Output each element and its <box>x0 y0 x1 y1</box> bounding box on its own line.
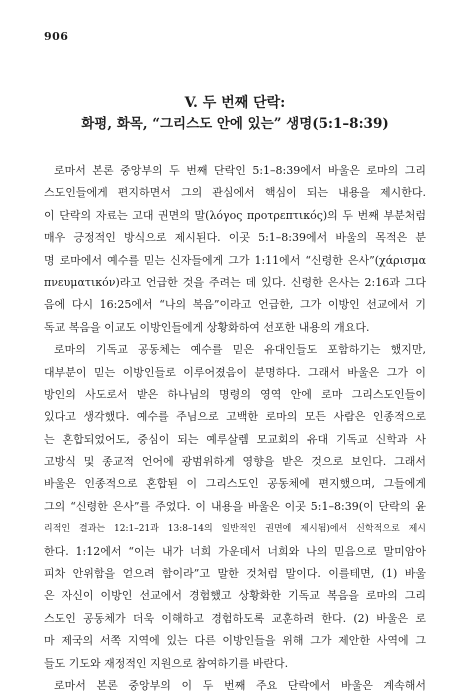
body-line: 는 혼합되었어도, 중심이 되는 예루살렘 모교회의 유대 기독교 신학과 사 <box>44 432 426 446</box>
section-heading: V. 두 번째 단락: <box>184 95 286 111</box>
body-line: 명 로마에서 예수를 믿는 신자들에게 그가 1:11에서 “신령한 은사”(χάρισμα <box>44 253 426 267</box>
body-line: 방인의 사도로서 받은 하나님의 명령의 영역 안에 로마 그리스도인들이 <box>44 387 426 401</box>
body-line: 마 제국의 서쪽 지역에 있는 다른 이방인들을 위해 그가 제안한 사역에 그 <box>44 634 426 648</box>
body-line: 스도인들에게 편지하면서 그의 관심에서 핵심이 되는 내용을 제시한다. <box>44 186 426 200</box>
body-line: 은 자신이 이방인 선교에서 경험했고 상황화한 기독교 복음을 로마의 그리 <box>44 589 426 603</box>
body-line: 그의 “신령한 은사”를 주었다. 이 내용을 바울은 이곳 5:1–8:39(이 단락의 윤 <box>44 499 426 513</box>
body-line: 이 단락의 자료는 고대 권면의 말(λόγος προτρεπτικός)의 두 번째 부분처럼 <box>44 208 426 222</box>
body-line: πνευματικόν)라고 언급한 것을 주려는 데 있다. 신령한 은사는 2:16과 그다 <box>44 275 426 289</box>
body-line: 리적인 결과는 12:1–21과 13:8–14의 일반적인 권면에 제시됨)에서 신학적으로 제시 <box>44 524 426 535</box>
section-subheading: 화평, 화목, “그리스도 안에 있는” 생명(5:1–8:39) <box>81 116 389 132</box>
body-line: 한다. 1:12에서 “이는 내가 너희 가운데서 너희와 나의 믿음으로 말미암아 <box>44 544 426 558</box>
body-line: 있다고 생각했다. 예수를 주님으로 고백한 로마의 모든 사람은 인종적으로 <box>44 410 426 424</box>
body-line: 들도 기도와 재정적인 지원으로 참여하기를 바란다. <box>44 656 289 670</box>
body-line: 음에 다시 16:25에서 “나의 복음”이라고 언급한, 그가 이방인 선교에서 기 <box>44 298 426 312</box>
body-text <box>44 160 426 697</box>
body-line: 바울은 인종적으로 혼합된 이 그리스도인 공동체에 편지했으며, 그들에게 <box>44 477 426 491</box>
body-line: 독교 복음을 이교도 이방인들에게 상황화하여 선포한 내용의 개요다. <box>44 320 370 334</box>
body-line: 매우 긍정적인 방식으로 제시된다. 이곳 5:1–8:39에서 바울의 목적은 분 <box>44 231 426 245</box>
page-number: 906 <box>44 30 69 43</box>
body-line: 대부분이 믿는 이방인들로 이루어졌음이 분명하다. 그래서 바울은 그가 이 <box>44 365 426 379</box>
body-line: 고방식 및 종교적 언어에 광범위하게 영향을 받은 것으로 보인다. 그래서 <box>44 455 426 469</box>
body-line: 피차 안위함을 얻으려 함이라”고 말한 것처럼 말이다. 이를테면, (1) 바울 <box>44 567 426 581</box>
body-line: 로마서 본론 중앙부의 이 두 번째 주요 단락에서 바울은 계속해서 <box>54 678 426 692</box>
body-line: 스도인 공동체가 더욱 이해하고 경험하도록 교훈하려 한다. (2) 바울은 로 <box>44 611 426 625</box>
body-line: 로마서 본론 중앙부의 두 번째 단락인 5:1–8:39에서 바울은 로마의 그리 <box>54 164 426 177</box>
body-line: 로마의 기독교 공동체는 예수를 믿은 유대인들도 포함하기는 했지만, <box>54 343 426 357</box>
